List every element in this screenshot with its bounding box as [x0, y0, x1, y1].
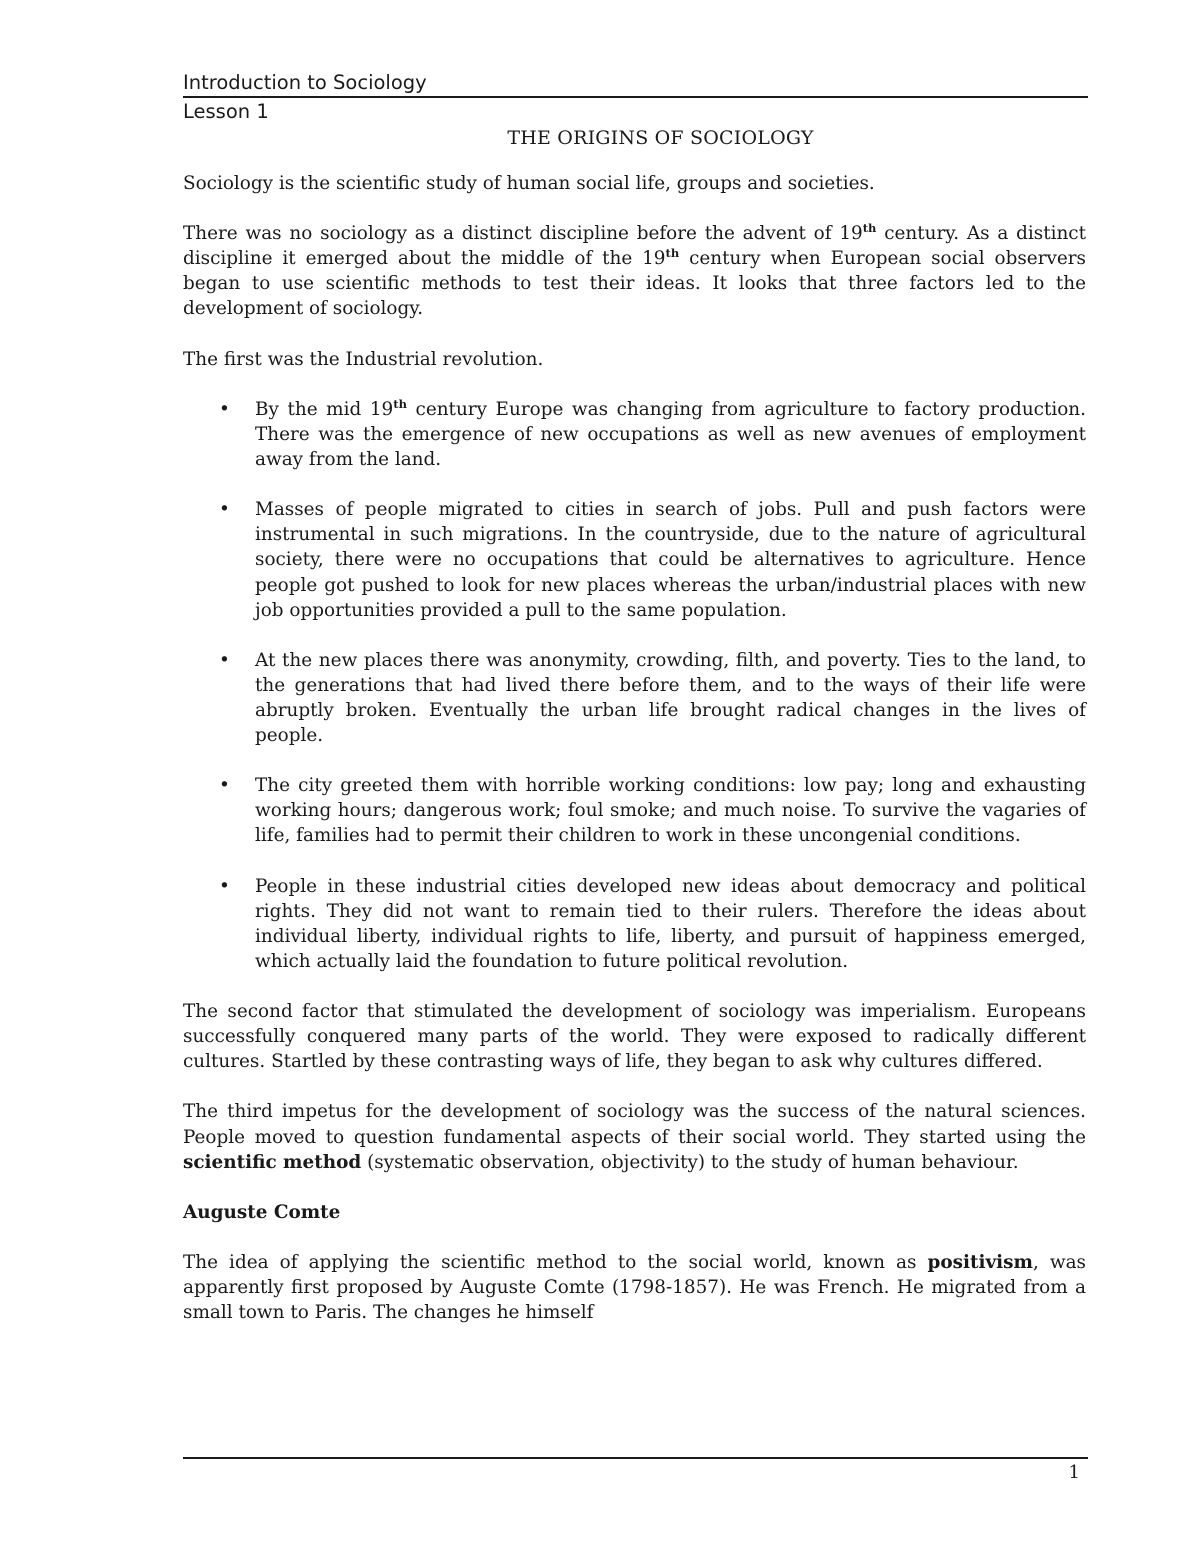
paragraph-third-factor [183, 1099, 1086, 1174]
bullet-text-1b: century Europe was changing from agriculture to factory production. There was the emergence of new occupations as well as new avenues of employment away from the land. [255, 398, 1086, 471]
third-bold-term: scientific method [183, 1151, 362, 1173]
comte-text-a: The idea of applying the scientific method to the social world, known as [183, 1252, 928, 1274]
bullet-sup: th [393, 396, 407, 411]
bullet-icon: • [219, 499, 230, 521]
bullet-icon: • [219, 649, 230, 671]
third-text-a: The third impetus for the development of sociology was the success of the natural sciences. People moved to question fundamental aspects of their social world. They started using the [183, 1101, 1086, 1148]
paragraph-second-factor: The second factor that stimulated the development of sociology was imperialism. Europeans successfully conquered many parts of the world. They were exposed to radically different cultures. Startled by these contrasting ways of life, they began to ask why cultures differed. [183, 1001, 1086, 1073]
industrial-revolution-list [183, 397, 1086, 974]
origin-sup-2: th [665, 246, 680, 261]
section-heading-comte: Auguste Comte [183, 1201, 341, 1223]
third-text-b: (systematic observation, objectivity) to the study of human behaviour. [361, 1151, 1019, 1173]
paragraph-origin [183, 221, 1086, 321]
bullet-text-3: At the new places there was anonymity, crowding, filth, and poverty. Ties to the land, to the generations that had lived there before them, and to the ways of their life were abruptly broken. Eventually the urban life brought radical changes in the lives of people. [255, 649, 1086, 747]
bullet-icon: • [219, 875, 230, 897]
paragraph-comte [183, 1250, 1086, 1325]
origin-sup-1: th [862, 221, 877, 236]
bullet-text-4: The city greeted them with horrible working conditions: low pay; long and exhausting working hours; dangerous work; foul smoke; and much noise. To survive the vagaries of life, families had to permit their children to work in these uncongenial conditions. [255, 775, 1086, 847]
page-number: 1 [1068, 1462, 1080, 1483]
bullet-icon: • [219, 398, 230, 420]
bullet-icon: • [219, 775, 230, 797]
bullet-text-1a: By the mid 19 [255, 398, 394, 420]
header-rule [183, 96, 1088, 98]
list-item [183, 773, 1086, 848]
origin-text-a: There was no sociology as a distinct discipline before the advent of 19 [183, 223, 863, 245]
origin-text-c: century when European social observers began to use scientific methods to test their ideas. It looks that three factors led to the development of sociology. [183, 248, 1086, 320]
bullet-text-2: Masses of people migrated to cities in search of jobs. Pull and push factors were instrumental in such migrations. In the countryside, due to the nature of agricultural society, there were no occupations that could be alternatives to agriculture. Hence people got pushed to look for new places whereas the urban/industrial places with new job opportunities provided a pull to the same population. [255, 499, 1086, 621]
document-body [183, 171, 1086, 1350]
footer-rule [183, 1457, 1088, 1459]
page-title: THE ORIGINS OF SOCIOLOGY [507, 127, 814, 149]
list-item [183, 874, 1086, 974]
comte-text-b: , was apparently first proposed by Auguste Comte (1798-1857). He was French. He migrated from a small town to Paris. The changes he himself [183, 1252, 1086, 1324]
comte-bold-term: positivism [927, 1252, 1033, 1274]
list-item [183, 497, 1086, 622]
paragraph-first-factor: The first was the Industrial revolution. [183, 348, 544, 370]
header-lesson-label: Lesson 1 [183, 100, 269, 123]
list-item [183, 648, 1086, 748]
origin-text-b: century. As a distinct discipline it emerged about the middle of the 19 [183, 223, 1087, 270]
header-course-title: Introduction to Sociology [183, 71, 427, 94]
list-item [183, 397, 1086, 472]
bullet-text-5: People in these industrial cities developed new ideas about democracy and political rights. They did not want to remain tied to their rulers. Therefore the ideas about individual liberty, individual rights to life, liberty, and pursuit of happiness emerged, which actually laid the foundation to future political revolution. [255, 875, 1086, 972]
paragraph-definition: Sociology is the scientific study of human social life, groups and societies. [183, 173, 875, 194]
